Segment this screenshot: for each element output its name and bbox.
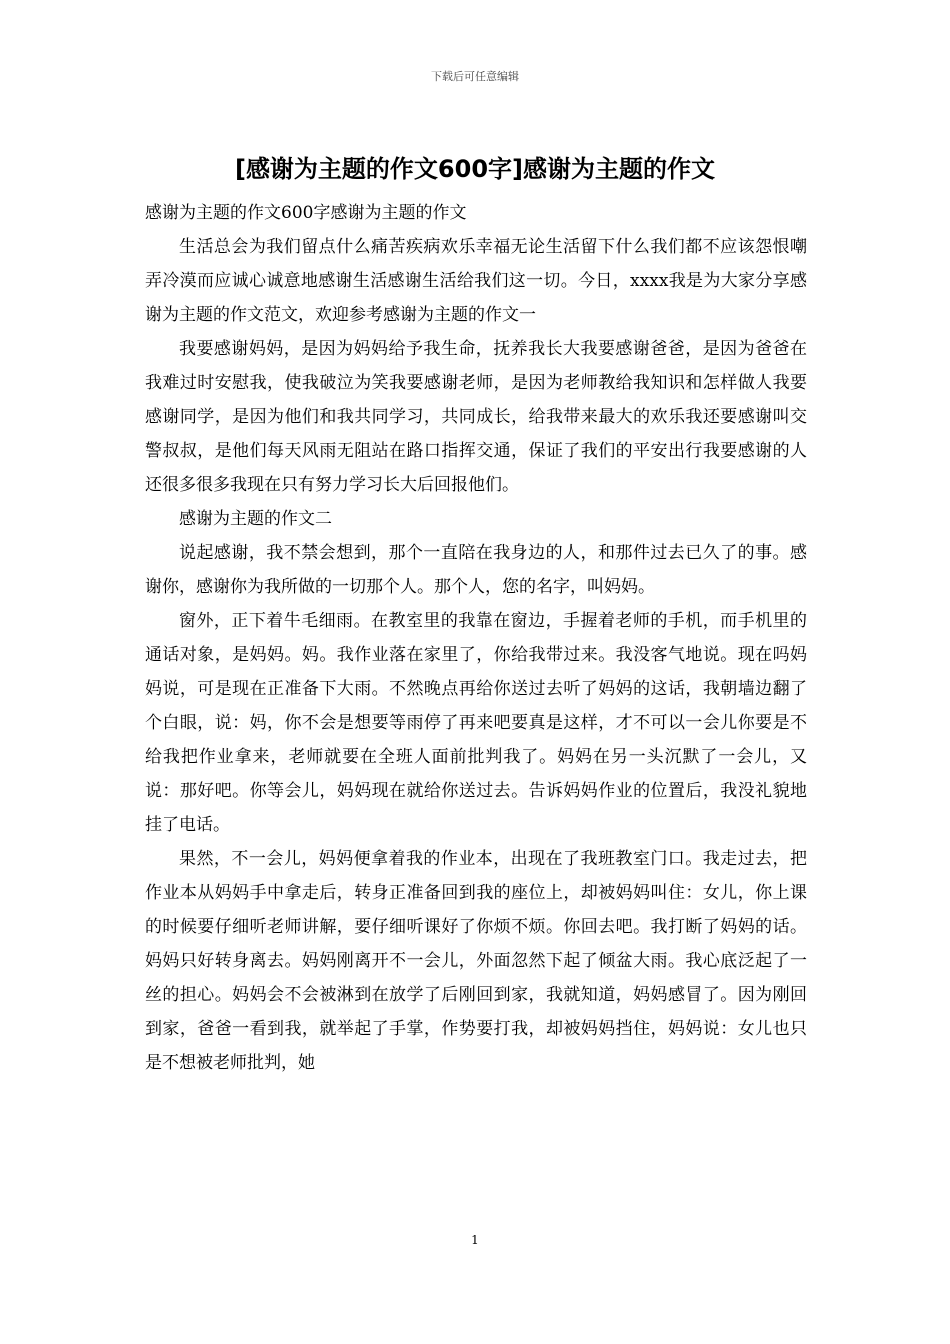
body-paragraph: 我要感谢妈妈，是因为妈妈给予我生命，抚养我长大我要感谢爸爸，是因为爸爸在我难过时安慰我，使我破泣为笑我要感谢老师，是因为老师教给我知识和怎样做人我要感谢同学，是因为他们和我共同学习，共同成长，给我带来最大的欢乐我还要感谢叫交警叔叔，是他们每天风雨无阻站在路口指挥交通，保证了我们的平安出行我要感谢的人还很多很多我现在只有努力学习长大后回报他们。	[145, 339, 807, 495]
document-body	[145, 196, 807, 1080]
section-heading: 感谢为主题的作文二	[179, 509, 332, 529]
header-note: 下载后可任意编辑	[431, 70, 519, 83]
subtitle-paragraph: 感谢为主题的作文600字感谢为主题的作文	[145, 203, 467, 223]
body-paragraph: 窗外，正下着牛毛细雨。在教室里的我靠在窗边，手握着老师的手机，而手机里的通话对象，是妈妈。妈。我作业落在家里了，你给我带过来。我没客气地说。现在吗妈妈说，可是现在正准备下大雨。不然晚点再给你送过去听了妈妈的这话，我朝墙边翻了个白眼，说：妈，你不会是想要等雨停了再来吧要真是这样，才不可以一会儿你要是不给我把作业拿来，老师就要在全班人面前批判我了。妈妈在另一头沉默了一会儿，又说：那好吧。你等会儿，妈妈现在就给你送过去。告诉妈妈作业的位置后，我没礼貌地挂了电话。	[145, 611, 807, 835]
document-title: [感谢为主题的作文600字]感谢为主题的作文	[234, 155, 716, 183]
body-paragraph: 果然，不一会儿，妈妈便拿着我的作业本，出现在了我班教室门口。我走过去，把作业本从妈妈手中拿走后，转身正准备回到我的座位上，却被妈妈叫住：女儿，你上课的时候要仔细听老师讲解，要仔细听课好了你烦不烦。你回去吧。我打断了妈妈的话。妈妈只好转身离去。妈妈刚离开不一会儿，外面忽然下起了倾盆大雨。我心底泛起了一丝的担心。妈妈会不会被淋到在放学了后刚回到家，我就知道，妈妈感冒了。因为刚回到家，爸爸一看到我，就举起了手掌，作势要打我，却被妈妈挡住，妈妈说：女儿也只是不想被老师批判，她	[145, 849, 807, 1073]
body-paragraph: 说起感谢，我不禁会想到，那个一直陪在我身边的人，和那件过去已久了的事。感谢你，感谢你为我所做的一切那个人。那个人，您的名字，叫妈妈。	[145, 543, 807, 597]
page-number: 1	[471, 1233, 479, 1247]
body-paragraph: 生活总会为我们留点什么痛苦疾病欢乐幸福无论生活留下什么我们都不应该怨恨嘲弄冷漠而应诚心诚意地感谢生活感谢生活给我们这一切。今日，xxxx我是为大家分享感谢为主题的作文范文，欢迎参考感谢为主题的作文一	[145, 237, 807, 325]
